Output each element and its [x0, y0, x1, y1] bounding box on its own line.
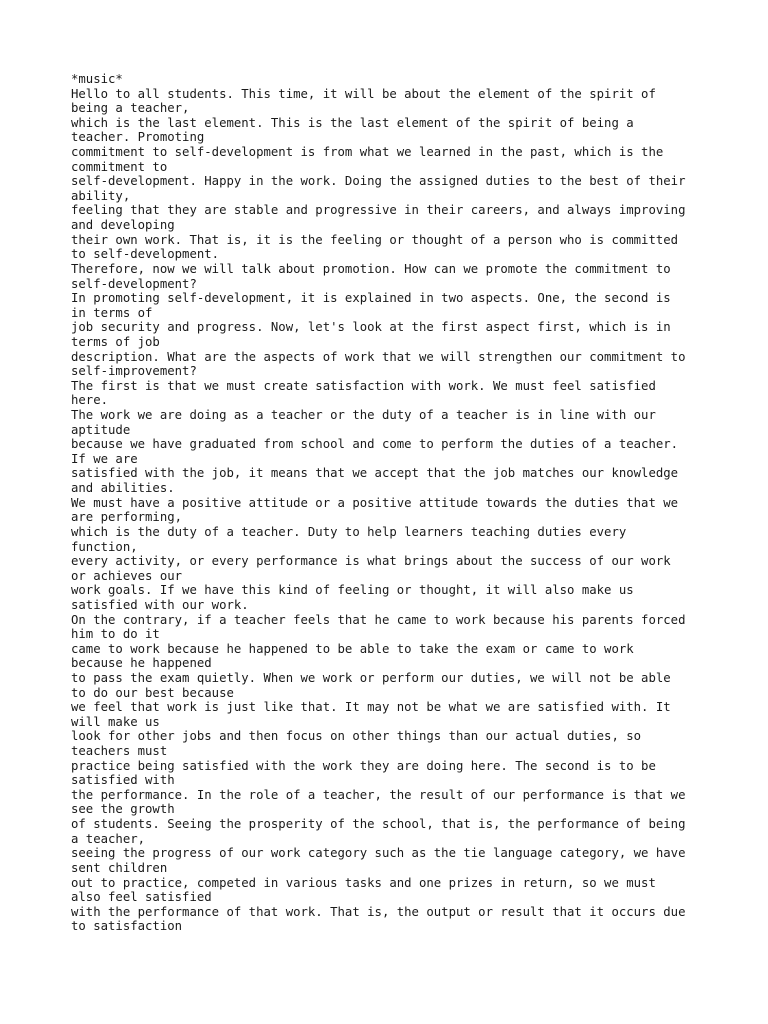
transcript-line: description. What are the aspects of work that we will strengthen our commitment to — [71, 349, 686, 364]
transcript-line: In promoting self-development, it is explained in two aspects. One, the second is — [71, 291, 671, 306]
transcript-line: commitment to — [71, 159, 168, 174]
transcript-line: are performing, — [71, 510, 183, 525]
transcript-line: sent children — [71, 860, 168, 875]
transcript-line: feeling that they are stable and progressive in their careers, and always improving — [71, 203, 686, 218]
transcript-line: job security and progress. Now, let's look at the first aspect first, which is in — [71, 320, 671, 335]
transcript-line: and abilities. — [71, 481, 175, 496]
transcript-line: see the growth — [71, 802, 175, 817]
transcript-line: in terms of — [71, 305, 153, 320]
transcript-line: being a teacher, — [71, 101, 190, 116]
transcript-line: aptitude — [71, 422, 131, 437]
transcript-line: commitment to self-development is from what we learned in the past, which is the — [71, 145, 664, 160]
transcript-line: out to practice, competed in various tasks and one prizes in return, so we must — [71, 875, 656, 890]
transcript-line: Hello to all students. This time, it will be about the element of the spirit of — [71, 86, 656, 101]
transcript-line: to satisfaction — [71, 919, 183, 934]
transcript-line: function, — [71, 539, 138, 554]
transcript-line: also feel satisfied — [71, 890, 212, 905]
transcript-line: seeing the progress of our work category such as the tie language category, we have — [71, 846, 686, 861]
transcript-line: look for other jobs and then focus on other things than our actual duties, so — [71, 729, 642, 744]
transcript-line: will make us — [71, 714, 160, 729]
transcript-line: The work we are doing as a teacher or the duty of a teacher is in line with our — [71, 408, 656, 423]
transcript-line: here. — [71, 393, 109, 408]
transcript-line: every activity, or every performance is what brings about the success of our work — [71, 554, 671, 569]
transcript-line: to self-development. — [71, 247, 220, 262]
transcript-line: teacher. Promoting — [71, 130, 205, 145]
transcript-line: *music* — [71, 72, 123, 86]
transcript-line: terms of job — [71, 334, 160, 349]
transcript-line: we feel that work is just like that. It may not be what we are satisfied with. It — [71, 700, 671, 715]
transcript-line: of students. Seeing the prosperity of the school, that is, the performance of being — [71, 817, 686, 832]
transcript-line: a teacher, — [71, 831, 146, 846]
transcript-line: satisfied with the job, it means that we accept that the job matches our knowledge — [71, 466, 679, 481]
transcript-line: Therefore, now we will talk about promotion. How can we promote the commitment to — [71, 261, 671, 276]
transcript-line: self-development. Happy in the work. Doing the assigned duties to the best of their — [71, 174, 686, 189]
transcript-line: and developing — [71, 218, 175, 233]
transcript-line: which is the last element. This is the last element of the spirit of being a — [71, 115, 634, 130]
transcript-line: the performance. In the role of a teacher, the result of our performance is that we — [71, 787, 686, 802]
transcript-line: or achieves our — [71, 568, 183, 583]
transcript-line: self-improvement? — [71, 364, 197, 379]
transcript-line: The first is that we must create satisfaction with work. We must feel satisfied — [71, 378, 656, 393]
transcript-line: to do our best because — [71, 685, 234, 700]
transcript-line: him to do it — [71, 627, 160, 642]
transcript-line: because he happened — [71, 656, 212, 671]
transcript-line: satisfied with — [71, 773, 175, 788]
transcript-line: work goals. If we have this kind of feeling or thought, it will also make us — [71, 583, 634, 598]
transcript-line: satisfied with our work. — [71, 597, 249, 612]
transcript-line: On the contrary, if a teacher feels that he came to work because his parents forced — [71, 612, 686, 627]
transcript-line: came to work because he happened to be able to take the exam or came to work — [71, 641, 634, 656]
transcript-line: because we have graduated from school and come to perform the duties of a teacher. — [71, 437, 679, 452]
transcript-line: with the performance of that work. That is, the output or result that it occurs due — [71, 904, 686, 919]
transcript-body — [71, 72, 761, 934]
transcript-line: teachers must — [71, 744, 168, 759]
transcript-line: which is the duty of a teacher. Duty to help learners teaching duties every — [71, 524, 627, 539]
transcript-line: ability, — [71, 188, 131, 203]
transcript-line: their own work. That is, it is the feeling or thought of a person who is committed — [71, 232, 679, 247]
transcript-line: If we are — [71, 451, 138, 466]
transcript-line: to pass the exam quietly. When we work or perform our duties, we will not be able — [71, 670, 671, 685]
transcript-line: practice being satisfied with the work they are doing here. The second is to be — [71, 758, 656, 773]
transcript-line: We must have a positive attitude or a positive attitude towards the duties that we — [71, 495, 679, 510]
transcript-line: self-development? — [71, 276, 197, 291]
